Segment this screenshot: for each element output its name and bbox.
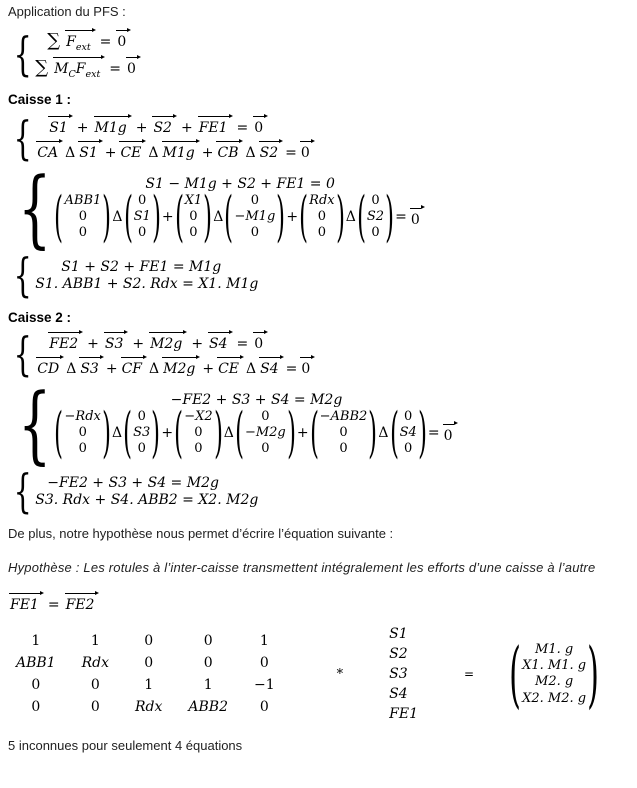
moment-subscript: C <box>68 69 76 81</box>
vector-label: M1g <box>94 120 127 137</box>
matrix-cell: 0 <box>90 677 100 694</box>
zero-vector <box>252 113 268 137</box>
matrix-cell: 0 <box>31 677 41 694</box>
delta-operator: Δ <box>246 361 257 378</box>
caisse1-scalar-rows <box>35 259 258 292</box>
delta-operator: Δ <box>148 145 159 162</box>
plus-operator: + <box>87 336 99 353</box>
caisse2-vector-system <box>8 326 627 381</box>
right-paren: ) <box>587 631 600 716</box>
vector-term <box>258 138 284 162</box>
position-vector-matrix <box>309 400 378 464</box>
rhs-cell: X1. M1. g <box>522 658 587 674</box>
left-paren: ( <box>299 184 309 248</box>
force-vector-matrix <box>123 184 161 248</box>
matrix-cell: 0 <box>203 633 213 650</box>
vector-cell: 0 <box>78 424 87 440</box>
left-paren: ( <box>309 400 319 464</box>
vector-cells <box>183 193 205 242</box>
vector-term <box>161 354 200 378</box>
equals-sign: = <box>236 120 249 137</box>
right-paren: ) <box>151 184 161 248</box>
vector-cells <box>365 193 386 242</box>
matrix-cell: 0 <box>259 699 269 716</box>
plus-operator: + <box>132 336 145 353</box>
vector-term <box>207 329 233 353</box>
force-vector-matrix <box>234 400 296 464</box>
left-paren: ( <box>123 184 133 248</box>
vector-term <box>197 113 233 137</box>
scalar-equation: S3. Rdx + S4. ABB2 = X2. M2g <box>35 491 259 508</box>
matrix-cell: 0 <box>90 699 100 716</box>
left-paren: ( <box>234 400 244 464</box>
vector-term <box>77 138 103 162</box>
system-brace: { <box>13 26 32 81</box>
vector-label: S2 <box>259 145 279 162</box>
plus-operator: + <box>135 120 148 137</box>
right-paren: ) <box>335 184 345 248</box>
caisse1-moments-equation <box>35 138 314 162</box>
vector-cell: −Rdx <box>64 408 101 424</box>
zero-symbol: 0 <box>254 120 264 137</box>
caisse1-matrix-system <box>8 159 627 258</box>
vector-cell: 0 <box>317 208 327 224</box>
matrix-cell: 0 <box>144 633 154 650</box>
zero-vector <box>125 54 141 78</box>
vector-cell: S4 <box>399 424 417 440</box>
matrix-cell: 1 <box>259 633 269 650</box>
vector-label: FE2 <box>49 336 79 353</box>
left-paren: ( <box>123 400 133 464</box>
conclusion-text: 5 inconnues pour seulement 4 équations <box>8 738 243 754</box>
delta-operator: Δ <box>223 424 234 441</box>
left-paren: ( <box>356 184 366 248</box>
vector-cell: 0 <box>317 225 327 240</box>
zero-symbol: 0 <box>127 61 136 78</box>
scalar-equation: S1 + S2 + FE1 = M1g <box>61 258 222 275</box>
zero-symbol: 0 <box>443 427 453 444</box>
force-symbol: F <box>66 34 76 50</box>
caisse1-heading: Caisse 1 : <box>8 92 72 108</box>
vector-term <box>161 138 200 162</box>
vector-cells <box>63 409 103 458</box>
matrix-cell: Rdx <box>81 655 109 672</box>
pfs-system <box>8 27 627 80</box>
zero-vector <box>409 205 425 229</box>
system-brace: { <box>13 326 32 381</box>
force-vector <box>64 27 96 53</box>
left-paren: ( <box>174 184 184 248</box>
equals-sign: = <box>99 34 112 50</box>
fe1-vector <box>8 590 44 614</box>
vector-label: M1g <box>162 145 195 162</box>
moment-vector <box>52 54 105 80</box>
vector-cell: 0 <box>194 424 203 440</box>
caisse2-scalar-rows <box>35 475 258 508</box>
equals-sign: = <box>47 597 60 614</box>
vector-cells <box>232 193 277 242</box>
plus-operator: + <box>191 336 204 353</box>
delta-operator: Δ <box>213 208 224 225</box>
vector-label: FE1 <box>10 597 39 614</box>
delta-operator: Δ <box>65 145 76 162</box>
vector-label: CE <box>218 361 240 378</box>
vector-cell: −M1g <box>234 208 276 224</box>
equals-sign: = <box>236 336 249 353</box>
vector-label: S3 <box>80 361 99 378</box>
right-paren: ) <box>151 400 161 464</box>
delta-operator: Δ <box>112 208 123 225</box>
zero-symbol: 0 <box>410 211 420 228</box>
vector-cell: 0 <box>371 225 380 240</box>
vector-label: CA <box>37 145 59 162</box>
equals-sign: = <box>395 208 407 225</box>
equation-line <box>35 276 258 292</box>
vector-cell: 0 <box>404 441 413 456</box>
vector-label: CB <box>217 145 239 162</box>
plus-operator: + <box>161 424 174 441</box>
vector-term <box>216 354 244 378</box>
vector-cell: 0 <box>339 424 348 440</box>
vector-label: M2g <box>150 336 183 353</box>
caisse2-matrix-system <box>8 375 627 474</box>
vector-cell: 0 <box>404 408 413 424</box>
vector-cells <box>398 409 419 458</box>
matrix-cell: 0 <box>144 655 154 672</box>
rhs-cell: M2. g <box>535 674 574 690</box>
caisse1-forces-equation <box>35 113 314 137</box>
caisse1-vector-equations <box>35 113 314 162</box>
equals-sign: = <box>285 145 297 162</box>
position-vector-matrix <box>299 184 345 248</box>
caisse2-vector-equations <box>35 329 315 378</box>
unknown-variable: S3 <box>389 666 408 683</box>
vector-cell: 0 <box>78 208 88 224</box>
caisse1-vector-system <box>8 110 627 165</box>
vector-cell: 0 <box>189 208 198 224</box>
vector-cell: 0 <box>194 441 203 456</box>
vector-cell: 0 <box>250 192 259 208</box>
caisse2-heading: Caisse 2 : <box>8 310 72 326</box>
zero-symbol: 0 <box>117 34 127 50</box>
right-paren: ) <box>417 400 427 464</box>
vector-label: CE <box>120 145 142 162</box>
delta-operator: Δ <box>378 424 389 441</box>
unknowns-column <box>389 626 418 722</box>
plus-operator: + <box>201 145 214 162</box>
equals-sign: = <box>427 424 440 441</box>
vector-cell: −M2g <box>244 424 286 440</box>
left-paren: ( <box>224 184 234 248</box>
vector-cell: Rdx <box>309 192 335 208</box>
position-vector-matrix <box>54 400 111 464</box>
vector-cells <box>318 409 370 458</box>
vector-cell: 0 <box>137 408 146 424</box>
vector-label: S1 <box>49 120 68 137</box>
left-paren: ( <box>389 400 399 464</box>
equation-line <box>35 475 258 491</box>
right-paren: ) <box>102 184 112 248</box>
left-paren: ( <box>54 400 64 464</box>
vector-cell: X1 <box>184 192 203 208</box>
force-vector-matrix <box>389 400 427 464</box>
zero-vector <box>299 138 315 162</box>
force-symbol: F <box>75 61 86 78</box>
left-paren: ( <box>54 184 64 248</box>
zero-vector <box>442 421 458 445</box>
vector-cell: 0 <box>261 441 270 456</box>
right-paren: ) <box>203 184 213 248</box>
matrix-cell: 1 <box>203 677 213 694</box>
caisse2-scalar-system <box>8 464 627 519</box>
vector-term <box>47 113 73 137</box>
pfs-equations <box>35 27 141 80</box>
matrix-cell: 1 <box>31 633 41 650</box>
caisse1-matrix-rows <box>54 175 424 248</box>
right-paren: ) <box>368 400 378 464</box>
vector-cell: 0 <box>78 225 88 240</box>
equals-sign: = <box>463 667 475 682</box>
vector-cell: −X2 <box>184 408 213 424</box>
vector-cell: 0 <box>339 441 348 456</box>
scalar-equation: S1 − M1g + S2 + FE1 = 0 <box>145 175 335 192</box>
plus-operator: + <box>202 361 215 378</box>
position-vector-matrix <box>54 184 112 248</box>
matrix-cell: 0 <box>31 699 41 716</box>
equation-line <box>35 259 258 275</box>
plus-operator: + <box>286 208 299 225</box>
vector-label: M2g <box>163 361 196 378</box>
vector-cell: S3 <box>133 424 151 440</box>
multiply-operator: * <box>336 666 344 682</box>
system-brace: { <box>18 159 52 258</box>
fe-equality-equation <box>8 590 627 614</box>
vector-cell: ABB1 <box>64 192 102 208</box>
equals-sign: = <box>109 61 122 78</box>
vector-cells <box>243 409 288 458</box>
right-paren: ) <box>213 400 223 464</box>
vector-cell: −ABB2 <box>319 408 368 424</box>
rhs-cell: X2. M2. g <box>522 690 587 706</box>
force-vector-matrix <box>356 184 395 248</box>
plus-operator: + <box>296 424 309 441</box>
zero-symbol: 0 <box>301 361 311 378</box>
vector-cell: 0 <box>261 408 270 424</box>
zero-symbol: 0 <box>300 145 310 162</box>
matrix-cell: 1 <box>144 677 154 694</box>
plus-operator: + <box>105 361 118 378</box>
caisse1-moment-matrix-line <box>54 184 424 248</box>
left-paren: ( <box>174 400 184 464</box>
vector-term <box>151 113 177 137</box>
caisse1-scalar-system <box>8 248 627 303</box>
position-vector-matrix <box>174 184 213 248</box>
hypothesis-statement: Hypothèse : Les rotules à l’inter-caisse transmettent intégralement les efforts d’une caisse à l’autre <box>8 560 596 576</box>
vector-cell: 0 <box>189 225 198 240</box>
matrix-cell: 0 <box>259 655 269 672</box>
rhs-cells <box>520 642 588 707</box>
vector-term <box>118 138 146 162</box>
plus-operator: + <box>180 120 193 137</box>
caisse2-moment-matrix-line <box>54 400 457 464</box>
matrix-cell: 1 <box>90 633 100 650</box>
vector-label: S1 <box>79 145 98 162</box>
vector-term <box>103 329 129 353</box>
caisse2-matrix-rows <box>54 391 457 464</box>
delta-operator: Δ <box>149 361 160 378</box>
zero-vector <box>299 354 315 378</box>
caisse2-moments-equation <box>35 354 315 378</box>
unknown-variable: S4 <box>389 686 408 703</box>
sigma-symbol: ∑ <box>47 30 61 51</box>
position-vector-matrix <box>174 400 223 464</box>
hypothesis-intro: De plus, notre hypothèse nous permet d’écrire l’équation suivante : <box>8 526 394 542</box>
pfs-forces-equation <box>35 27 141 53</box>
equals-sign: = <box>285 361 298 378</box>
vector-term <box>47 329 83 353</box>
unknown-variable: S1 <box>389 626 408 643</box>
rhs-vector <box>509 631 600 716</box>
vector-label: FE1 <box>198 120 228 137</box>
vector-cells <box>131 409 152 458</box>
right-paren: ) <box>286 400 296 464</box>
pfs-moments-equation <box>35 54 141 80</box>
right-paren: ) <box>385 184 395 248</box>
system-brace: { <box>18 375 52 474</box>
force-subscript: ext <box>75 42 91 54</box>
force-vector-matrix <box>123 400 161 464</box>
coefficient-matrix <box>16 633 275 715</box>
system-brace: { <box>13 110 32 165</box>
zero-symbol: 0 <box>254 336 264 353</box>
pfs-title: Application du PFS : <box>8 4 126 19</box>
zero-vector <box>115 27 131 51</box>
vector-cells <box>182 409 214 458</box>
force-vector-matrix <box>224 184 286 248</box>
vector-term <box>93 113 132 137</box>
matrix-cell: −1 <box>254 677 275 694</box>
system-brace: { <box>13 248 32 303</box>
unknown-variable: FE1 <box>389 706 418 723</box>
vector-label: S2 <box>153 120 172 137</box>
final-matrix-equation <box>8 626 627 722</box>
vector-label: CD <box>37 361 60 378</box>
sigma-symbol: ∑ <box>35 57 49 79</box>
vector-cell: 0 <box>138 225 147 240</box>
unknown-variable: S2 <box>389 646 408 663</box>
moment-symbol: M <box>54 61 69 78</box>
vector-cell: 0 <box>78 441 87 456</box>
equation-line <box>35 492 258 508</box>
vector-label: S4 <box>209 336 228 353</box>
vector-cell: 0 <box>137 441 146 456</box>
vector-term <box>120 354 147 378</box>
scalar-equation: −FE2 + S3 + S4 = M2g <box>170 391 343 408</box>
plus-operator: + <box>161 208 174 225</box>
matrix-cell: ABB2 <box>188 699 228 716</box>
vector-term <box>215 138 243 162</box>
vector-cell: 0 <box>138 192 147 208</box>
force-subscript: ext <box>85 69 101 81</box>
plus-operator: + <box>104 145 117 162</box>
right-paren: ) <box>276 184 286 248</box>
vector-cells <box>132 193 153 242</box>
vector-term <box>78 354 104 378</box>
delta-operator: Δ <box>245 145 256 162</box>
rhs-cell: M1. g <box>535 641 574 657</box>
vector-cells <box>307 193 336 242</box>
matrix-cell: 0 <box>203 655 213 672</box>
vector-term <box>258 354 284 378</box>
vector-label: S4 <box>260 361 279 378</box>
vector-cell: 0 <box>250 225 259 240</box>
right-paren: ) <box>101 400 111 464</box>
scalar-equation: S1. ABB1 + S2. Rdx = X1. M1g <box>35 275 259 292</box>
zero-vector <box>252 329 268 353</box>
vector-label: S3 <box>104 336 124 353</box>
delta-operator: Δ <box>111 424 123 441</box>
matrix-cell: Rdx <box>135 699 163 716</box>
system-brace: { <box>13 464 32 519</box>
delta-operator: Δ <box>345 208 356 225</box>
plus-operator: + <box>76 120 89 137</box>
vector-cells <box>63 193 104 242</box>
vector-label: FE2 <box>65 597 95 614</box>
vector-cell: S2 <box>366 208 385 224</box>
vector-term <box>148 329 187 353</box>
caisse2-forces-equation <box>35 329 315 353</box>
fe2-vector <box>64 590 100 614</box>
vector-label: CF <box>121 361 143 378</box>
vector-cell: S1 <box>133 208 151 224</box>
left-paren: ( <box>509 631 521 716</box>
delta-operator: Δ <box>66 361 77 378</box>
matrix-cell: ABB1 <box>16 655 56 672</box>
vector-cell: 0 <box>371 192 380 208</box>
scalar-equation: −FE2 + S3 + S4 = M2g <box>47 474 219 491</box>
